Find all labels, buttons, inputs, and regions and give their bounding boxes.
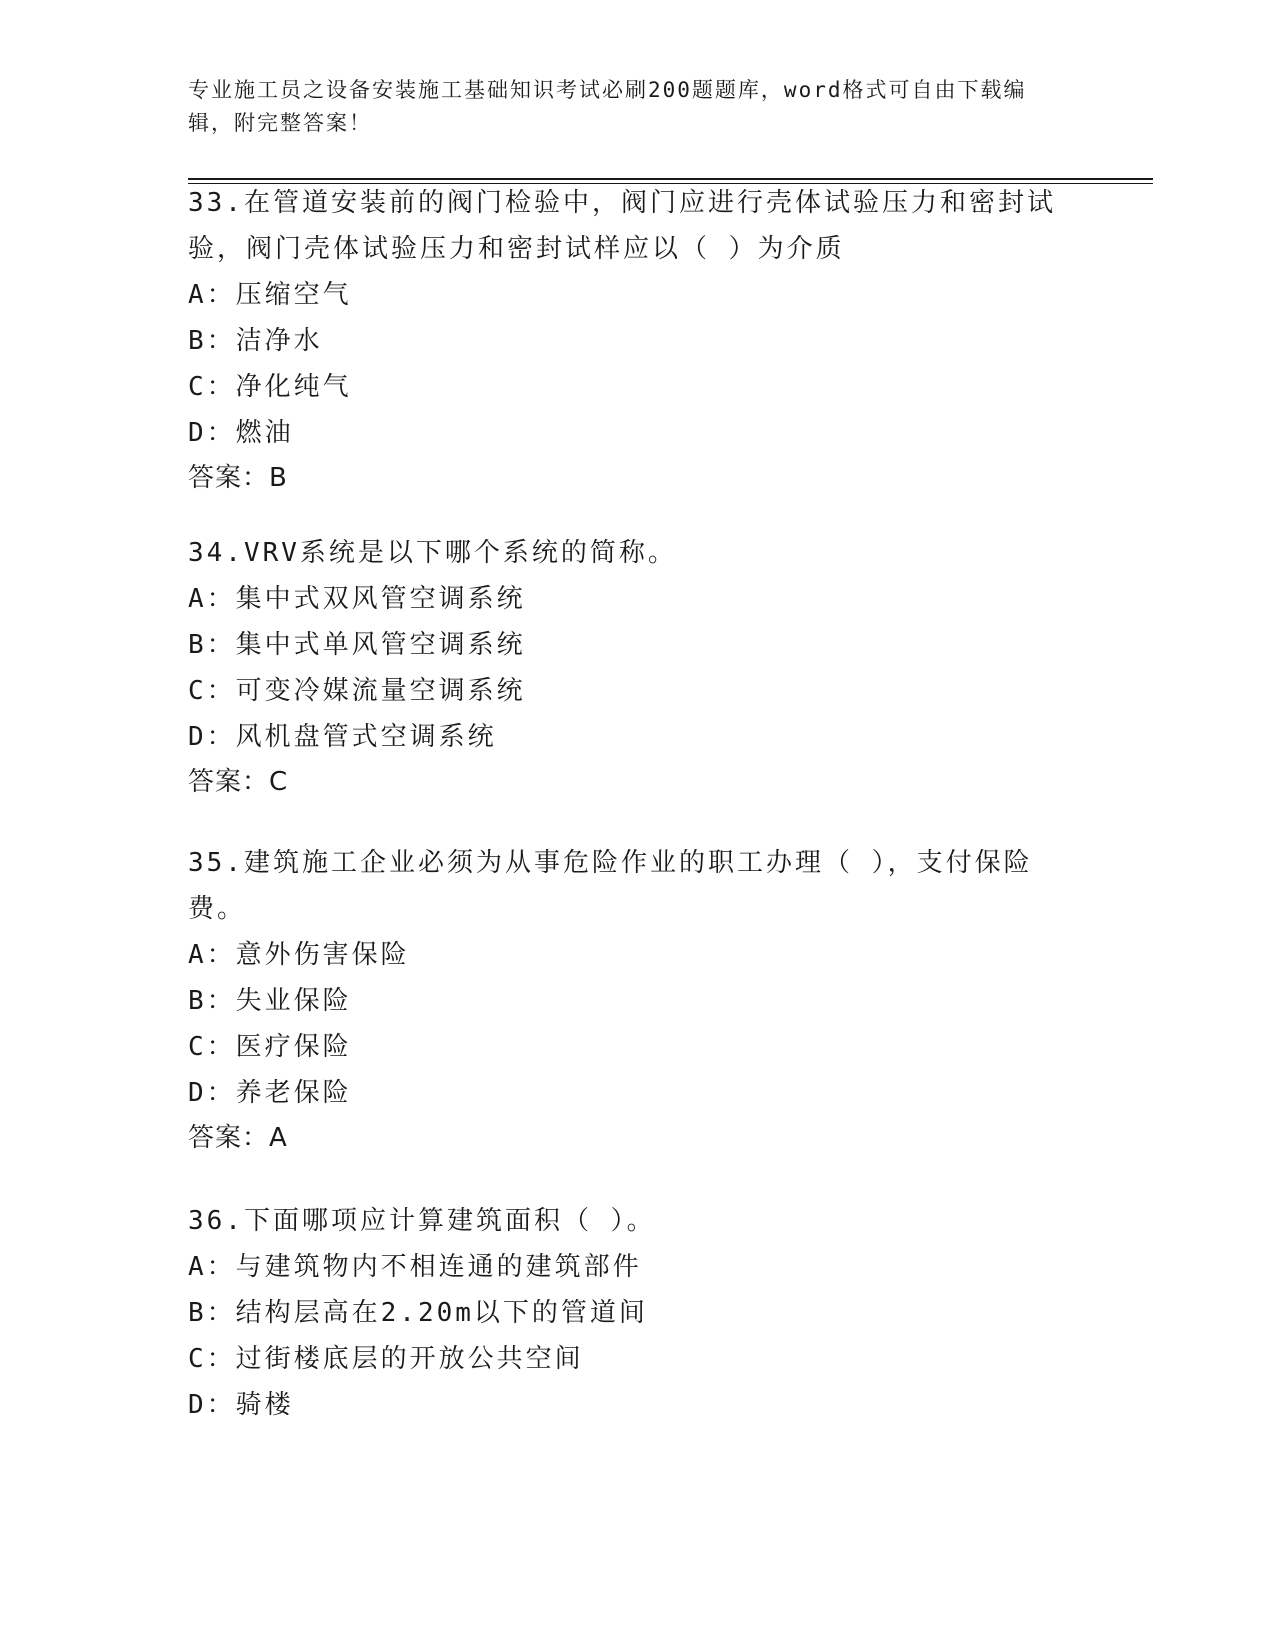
option-a: A：压缩空气 [188,280,352,310]
answer-text: 答案：C [188,767,289,797]
option-b: B：失业保险 [188,986,352,1016]
option-d: D：风机盘管式空调系统 [188,722,497,752]
question-33 [188,180,1088,500]
option-d: D：骑楼 [188,1390,294,1420]
option-a: A：集中式双风管空调系统 [188,584,526,614]
answer-text: 答案：A [188,1123,288,1153]
option-d: D：养老保险 [188,1078,352,1108]
option-b: B：结构层高在2.20m以下的管道间 [188,1298,648,1328]
option-c: C：可变冷媒流量空调系统 [188,676,526,706]
option-d: D：燃油 [188,418,294,448]
question-34 [188,530,1088,804]
option-c: C：过街楼底层的开放公共空间 [188,1344,584,1374]
option-c: C：净化纯气 [188,372,352,402]
option-c: C：医疗保险 [188,1032,352,1062]
question-stem: 35.建筑施工企业必须为从事危险作业的职工办理（ ），支付保险费。 [188,848,1033,924]
option-b: B：洁净水 [188,326,323,356]
question-35 [188,840,1088,1160]
option-a: A：与建筑物内不相连通的建筑部件 [188,1252,642,1282]
question-stem: 33.在管道安装前的阀门检验中，阀门应进行壳体试验压力和密封试验，阀门壳体试验压力和密封试样应以（ ）为介质 [188,188,1056,264]
answer-text: 答案：B [188,463,288,493]
question-stem: 36.下面哪项应计算建筑面积（ ）。 [188,1206,656,1236]
document-header: 专业施工员之设备安装施工基础知识考试必刷200题题库，word格式可自由下载编辑，附完整答案！ [188,78,1027,135]
question-stem: 34.VRV系统是以下哪个系统的简称。 [188,538,677,568]
option-a: A：意外伤害保险 [188,940,410,970]
option-b: B：集中式单风管空调系统 [188,630,526,660]
question-36 [188,1198,1088,1428]
